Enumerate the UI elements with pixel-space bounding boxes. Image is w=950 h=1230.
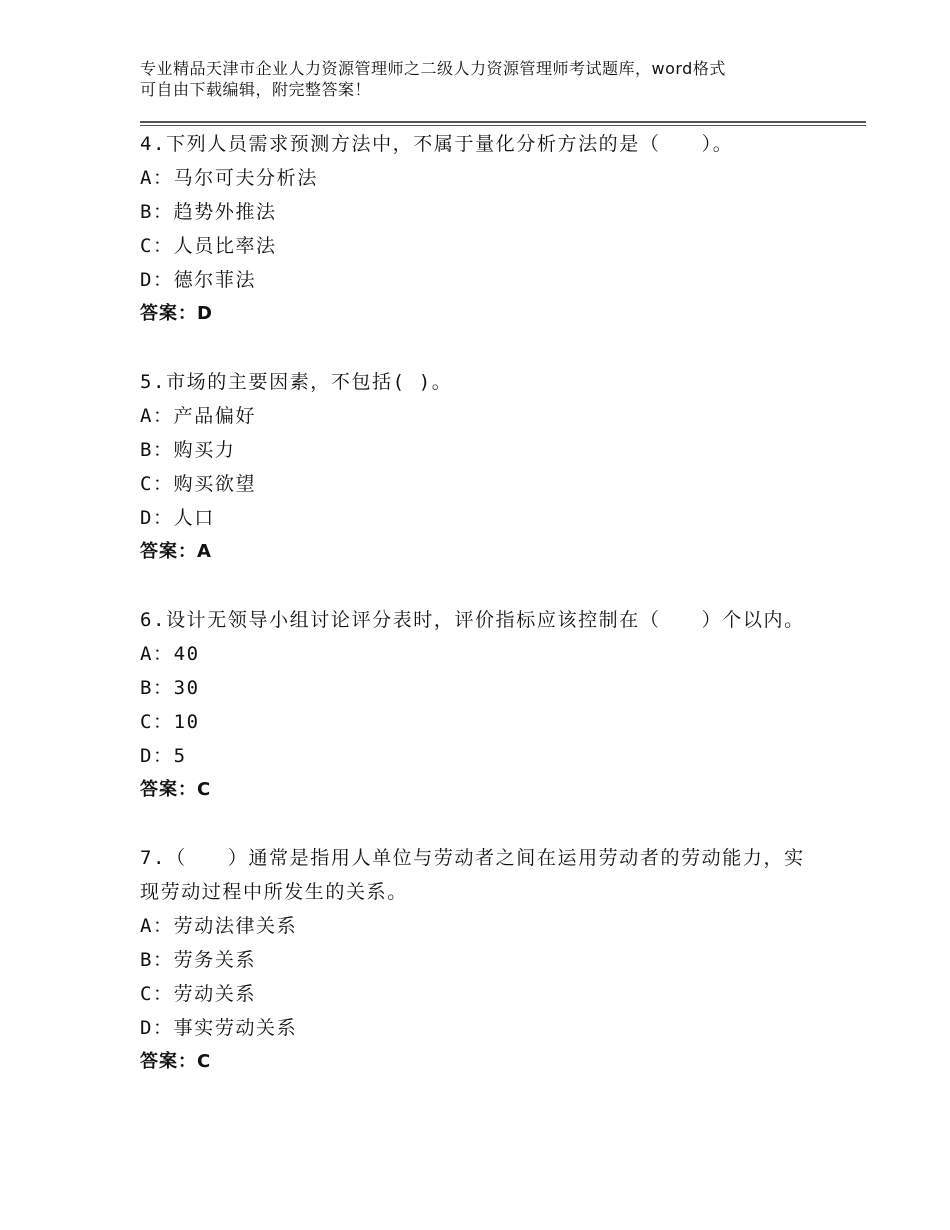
question-text: 5.市场的主要因素，不包括( )。 — [140, 371, 453, 393]
option-text: 德尔菲法 — [173, 269, 257, 291]
option-text: 马尔可夫分析法 — [173, 167, 318, 189]
option-a — [140, 399, 820, 433]
option-text: 劳动法律关系 — [173, 915, 298, 937]
answer-label: 答案： — [140, 541, 197, 562]
option-a — [140, 161, 820, 195]
spacer — [140, 569, 820, 603]
answer-line — [140, 297, 820, 331]
option-text: 趋势外推法 — [173, 201, 277, 223]
option-key: D： — [140, 1017, 174, 1039]
option-text: 40 — [173, 643, 200, 665]
option-key: A： — [140, 167, 174, 189]
option-key: A： — [140, 643, 174, 665]
option-key: B： — [140, 201, 174, 223]
option-a — [140, 637, 820, 671]
option-key: B： — [140, 677, 174, 699]
answer-line — [140, 773, 820, 807]
answer-value: A — [197, 541, 212, 562]
question-7 — [140, 841, 820, 1079]
option-key: C： — [140, 983, 174, 1005]
option-key: A： — [140, 405, 174, 427]
option-key: C： — [140, 473, 174, 495]
question-4 — [140, 127, 820, 331]
option-a — [140, 909, 820, 943]
header-title-line-1: 专业精品天津市企业人力资源管理师之二级人力资源管理师考试题库，word格式 — [140, 59, 726, 78]
answer-label: 答案： — [140, 779, 197, 800]
option-c — [140, 705, 820, 739]
spacer — [140, 807, 820, 841]
option-key: D： — [140, 745, 174, 767]
header-title-line-2: 可自由下载编辑，附完整答案！ — [140, 80, 372, 99]
option-text: 人员比率法 — [173, 235, 277, 257]
option-b — [140, 943, 820, 977]
option-key: D： — [140, 269, 174, 291]
option-d — [140, 1011, 820, 1045]
option-b — [140, 433, 820, 467]
question-6 — [140, 603, 820, 807]
option-c — [140, 977, 820, 1011]
question-list — [140, 127, 820, 1079]
question-text: 4.下列人员需求预测方法中，不属于量化分析方法的是（ ）。 — [140, 133, 734, 155]
option-text: 5 — [173, 745, 187, 767]
option-key: B： — [140, 439, 174, 461]
option-b — [140, 671, 820, 705]
option-key: B： — [140, 949, 174, 971]
option-d — [140, 739, 820, 773]
option-text: 30 — [173, 677, 200, 699]
option-b — [140, 195, 820, 229]
option-text: 劳动关系 — [173, 983, 257, 1005]
option-key: C： — [140, 235, 174, 257]
option-c — [140, 467, 820, 501]
answer-line — [140, 535, 820, 569]
answer-value: D — [197, 303, 213, 324]
option-text: 劳务关系 — [173, 949, 257, 971]
option-key: A： — [140, 915, 174, 937]
header-divider-thick — [140, 121, 866, 123]
header-divider-thin — [140, 125, 866, 126]
option-c — [140, 229, 820, 263]
option-d — [140, 501, 820, 535]
option-text: 产品偏好 — [173, 405, 257, 427]
question-text: 6.设计无领导小组讨论评分表时，评价指标应该控制在（ ）个以内。 — [140, 609, 805, 631]
spacer — [140, 331, 820, 365]
option-text: 购买欲望 — [173, 473, 257, 495]
answer-label: 答案： — [140, 1051, 197, 1072]
option-text: 购买力 — [173, 439, 236, 461]
option-text: 10 — [173, 711, 200, 733]
document-header — [140, 58, 820, 100]
answer-value: C — [197, 1051, 212, 1072]
option-key: D： — [140, 507, 174, 529]
answer-label: 答案： — [140, 303, 197, 324]
answer-line — [140, 1045, 820, 1079]
option-text: 人口 — [173, 507, 215, 529]
option-key: C： — [140, 711, 174, 733]
question-5 — [140, 365, 820, 569]
question-text: 7.（ ）通常是指用人单位与劳动者之间在运用劳动者的劳动能力，实现劳动过程中所发生的关系。 — [140, 847, 805, 903]
option-text: 事实劳动关系 — [173, 1017, 298, 1039]
option-d — [140, 263, 820, 297]
answer-value: C — [197, 779, 212, 800]
